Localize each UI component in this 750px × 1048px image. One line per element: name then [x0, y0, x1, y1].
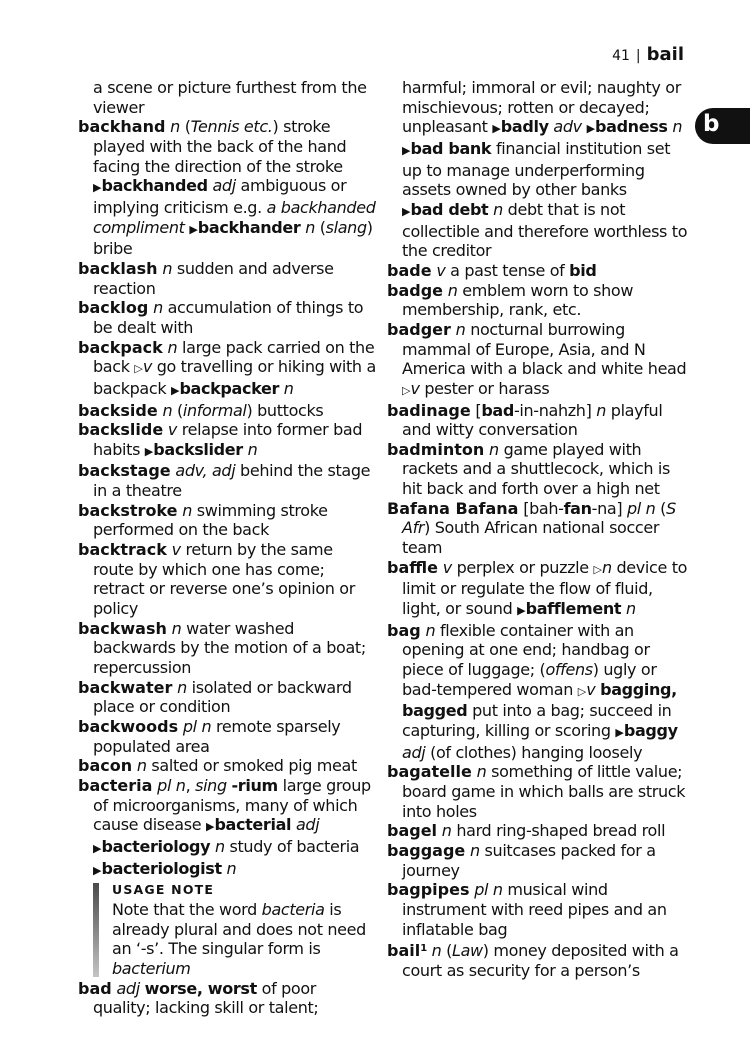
derivative-arrow-icon: ▶: [93, 181, 102, 195]
headword: bad: [78, 978, 112, 998]
entry-bagatelle: bagatelle n something of little value; board game in which balls are struck into holes: [387, 762, 686, 821]
entry-badinage: badinage [bad-in-nahzh] n playful and witty conversation: [387, 400, 663, 440]
right-column: [387, 78, 689, 981]
entry-backwash: backwash n water washed backwards by the motion of a boat; repercussion: [78, 618, 366, 678]
page-header: [612, 44, 684, 65]
headword: bade: [387, 260, 432, 280]
headword: badger: [387, 319, 451, 339]
header-separator: |: [635, 48, 641, 64]
entry-backwater: backwater n isolated or backward place or condition: [78, 677, 352, 717]
derivative-arrow-icon: ▶: [402, 204, 411, 218]
headword: badge: [387, 280, 444, 300]
derivative-arrow-icon: ▶: [144, 444, 154, 458]
letter-thumb-tab: [695, 108, 750, 144]
derivative-arrow-icon: ▶: [170, 383, 180, 397]
headword: baffle: [387, 557, 438, 577]
headword: backwoods: [78, 717, 179, 736]
entry-backlog: backlog n accumulation of things to be dealt with: [78, 298, 364, 337]
headword: badminton: [387, 439, 485, 459]
entry-backlash: backlash n sudden and adverse reaction: [78, 258, 334, 298]
headword: backside: [78, 400, 158, 420]
entry-bafana-bafana: Bafana Bafana [bah-fan-na] pl n (S Afr) South African national soccer team: [387, 498, 676, 558]
entry-bacon: bacon n salted or smoked pig meat: [78, 756, 357, 776]
entry-bail: bail$^1$ n (Law) money deposited with a court as security for a person’s: [387, 941, 679, 980]
headword: bagel: [387, 821, 438, 841]
headword: backtrack: [78, 540, 167, 560]
headword: backhand: [78, 117, 166, 137]
headword: bacon: [78, 756, 133, 776]
entry-backstage: backstage adv, adj behind the stage in a theatre: [78, 461, 371, 501]
usage-note-title: USAGE NOTE: [112, 882, 215, 898]
derivative-arrow-icon: ▶: [402, 143, 411, 157]
left-column: [78, 78, 378, 1018]
headword: backlog: [78, 298, 149, 318]
entry-backpack: backpack n large pack carried on the back ▷v go travelling or hiking with a backpack ▶backpacker n: [78, 337, 376, 398]
derivative-arrow-icon: ▶: [517, 604, 526, 618]
entry-bagel: bagel n hard ring-shaped bread roll: [387, 821, 666, 841]
entry-bacteria-derivatives: ▶bacteriology n study of bacteria: [93, 836, 360, 856]
entry-backtrack: backtrack v return by the same route by which one has come; retract or reverse one’s opinion or policy: [78, 540, 355, 619]
headword: bag: [387, 620, 421, 640]
derivative-arrow-icon: ▶: [586, 122, 596, 136]
headword: backstage: [78, 461, 171, 481]
entry-badminton: badminton n game played with rackets and a shuttlecock, which is hit back and forth over a high net: [387, 439, 670, 499]
entry-bade: bade v a past tense of bid: [387, 260, 597, 280]
entry-baggage: baggage n suitcases packed for a journey: [387, 840, 656, 880]
headword: bagpipes: [387, 880, 470, 900]
homograph-number: 1: [420, 943, 427, 955]
entry-bad-continuation: harmful; immoral or evil; naughty or mischievous; rotten or decayed; unpleasant ▶badly adv ▶badness n ▶bad bank financial institution set up to manage underperforming assets owned by other banks: [402, 78, 683, 200]
entry-backwoods: backwoods pl n remote sparsely populated area: [78, 717, 341, 756]
letter-tab-label: b: [703, 111, 720, 137]
entry-bad-debt: ▶bad debt n debt that is not collectible and therefore worthless to the creditor: [402, 199, 688, 261]
entry-backhand: backhand n (Tennis etc.) stroke played with the back of the hand facing the direction of the stroke ▶backhanded adj ambiguous or implying criticism e.g. a backhanded compliment ▶backhander n (slang) bribe: [78, 117, 376, 259]
entry-badge: badge n emblem worn to show membership, rank, etc.: [387, 280, 634, 320]
headword: Bafana Bafana: [387, 498, 519, 518]
entry-bagpipes: bagpipes pl n musical wind instrument with reed pipes and an inflatable bag: [387, 880, 667, 939]
entry-bag: bag n flexible container with an opening at one end; handbag or piece of luggage; (offens) ugly or bad-tempered woman ▷v bagging, bagged put into a bag; succeed in capturing, killing or scoring ▶baggy adj (of clothes) hanging loosely: [387, 620, 678, 762]
sense-arrow-icon: ▷: [402, 383, 411, 397]
entry-baffle: baffle v perplex or puzzle ▷n device to limit or regulate the flow of fluid, light, or sound ▶bafflement n: [387, 557, 688, 619]
headword: backlash: [78, 258, 158, 278]
guide-word: bail: [646, 44, 684, 65]
derivative-arrow-icon: ▶: [93, 841, 102, 855]
derivative-arrow-icon: ▶: [492, 122, 501, 136]
entry-badger: badger n nocturnal burrowing mammal of Europe, Asia, and N America with a black and white head ▷v pester or harass: [387, 319, 687, 398]
entry-bad: bad adj worse, worst of poor quality; lacking skill or talent;: [78, 978, 319, 1018]
usage-note: [93, 880, 378, 978]
page-number: 41: [612, 48, 630, 64]
entry-continuation: a scene or picture furthest from the viewer: [93, 78, 367, 117]
derivative-arrow-icon: ▶: [93, 863, 102, 877]
entry-backside: backside n (informal) buttocks: [78, 400, 324, 420]
headword: badinage: [387, 400, 471, 420]
entry-bacteria: bacteria pl n, sing -rium large group of microorganisms, many of which cause disease ▶bacterial adj: [78, 775, 371, 835]
headword: bail: [387, 941, 421, 961]
entry-backslide: backslide v relapse into former bad habits ▶backslider n: [78, 420, 363, 459]
headword: backslide: [78, 420, 164, 440]
derivative-arrow-icon: ▶: [205, 820, 215, 834]
derivative-arrow-icon: ▶: [615, 726, 624, 739]
headword: backpack: [78, 337, 163, 357]
sense-arrow-icon: ▷: [577, 684, 587, 698]
sense-arrow-icon: ▷: [593, 562, 602, 576]
entry-bacteria-derivatives-2: ▶bacteriologist n: [93, 858, 237, 878]
entry-backstroke: backstroke n swimming stroke performed on the back: [78, 500, 328, 540]
usage-note-text: Note that the word bacteria is already plural and does not need an ‘-s’. The singular form is bacterium: [112, 899, 366, 978]
headword: backstroke: [78, 500, 178, 520]
headword: backwater: [78, 677, 173, 697]
headword: backwash: [78, 618, 167, 638]
sense-arrow-icon: ▷: [134, 362, 143, 376]
headword: baggage: [387, 840, 466, 860]
derivative-arrow-icon: ▶: [189, 222, 198, 236]
headword: bagatelle: [387, 762, 472, 782]
headword: bacteria: [78, 775, 153, 795]
